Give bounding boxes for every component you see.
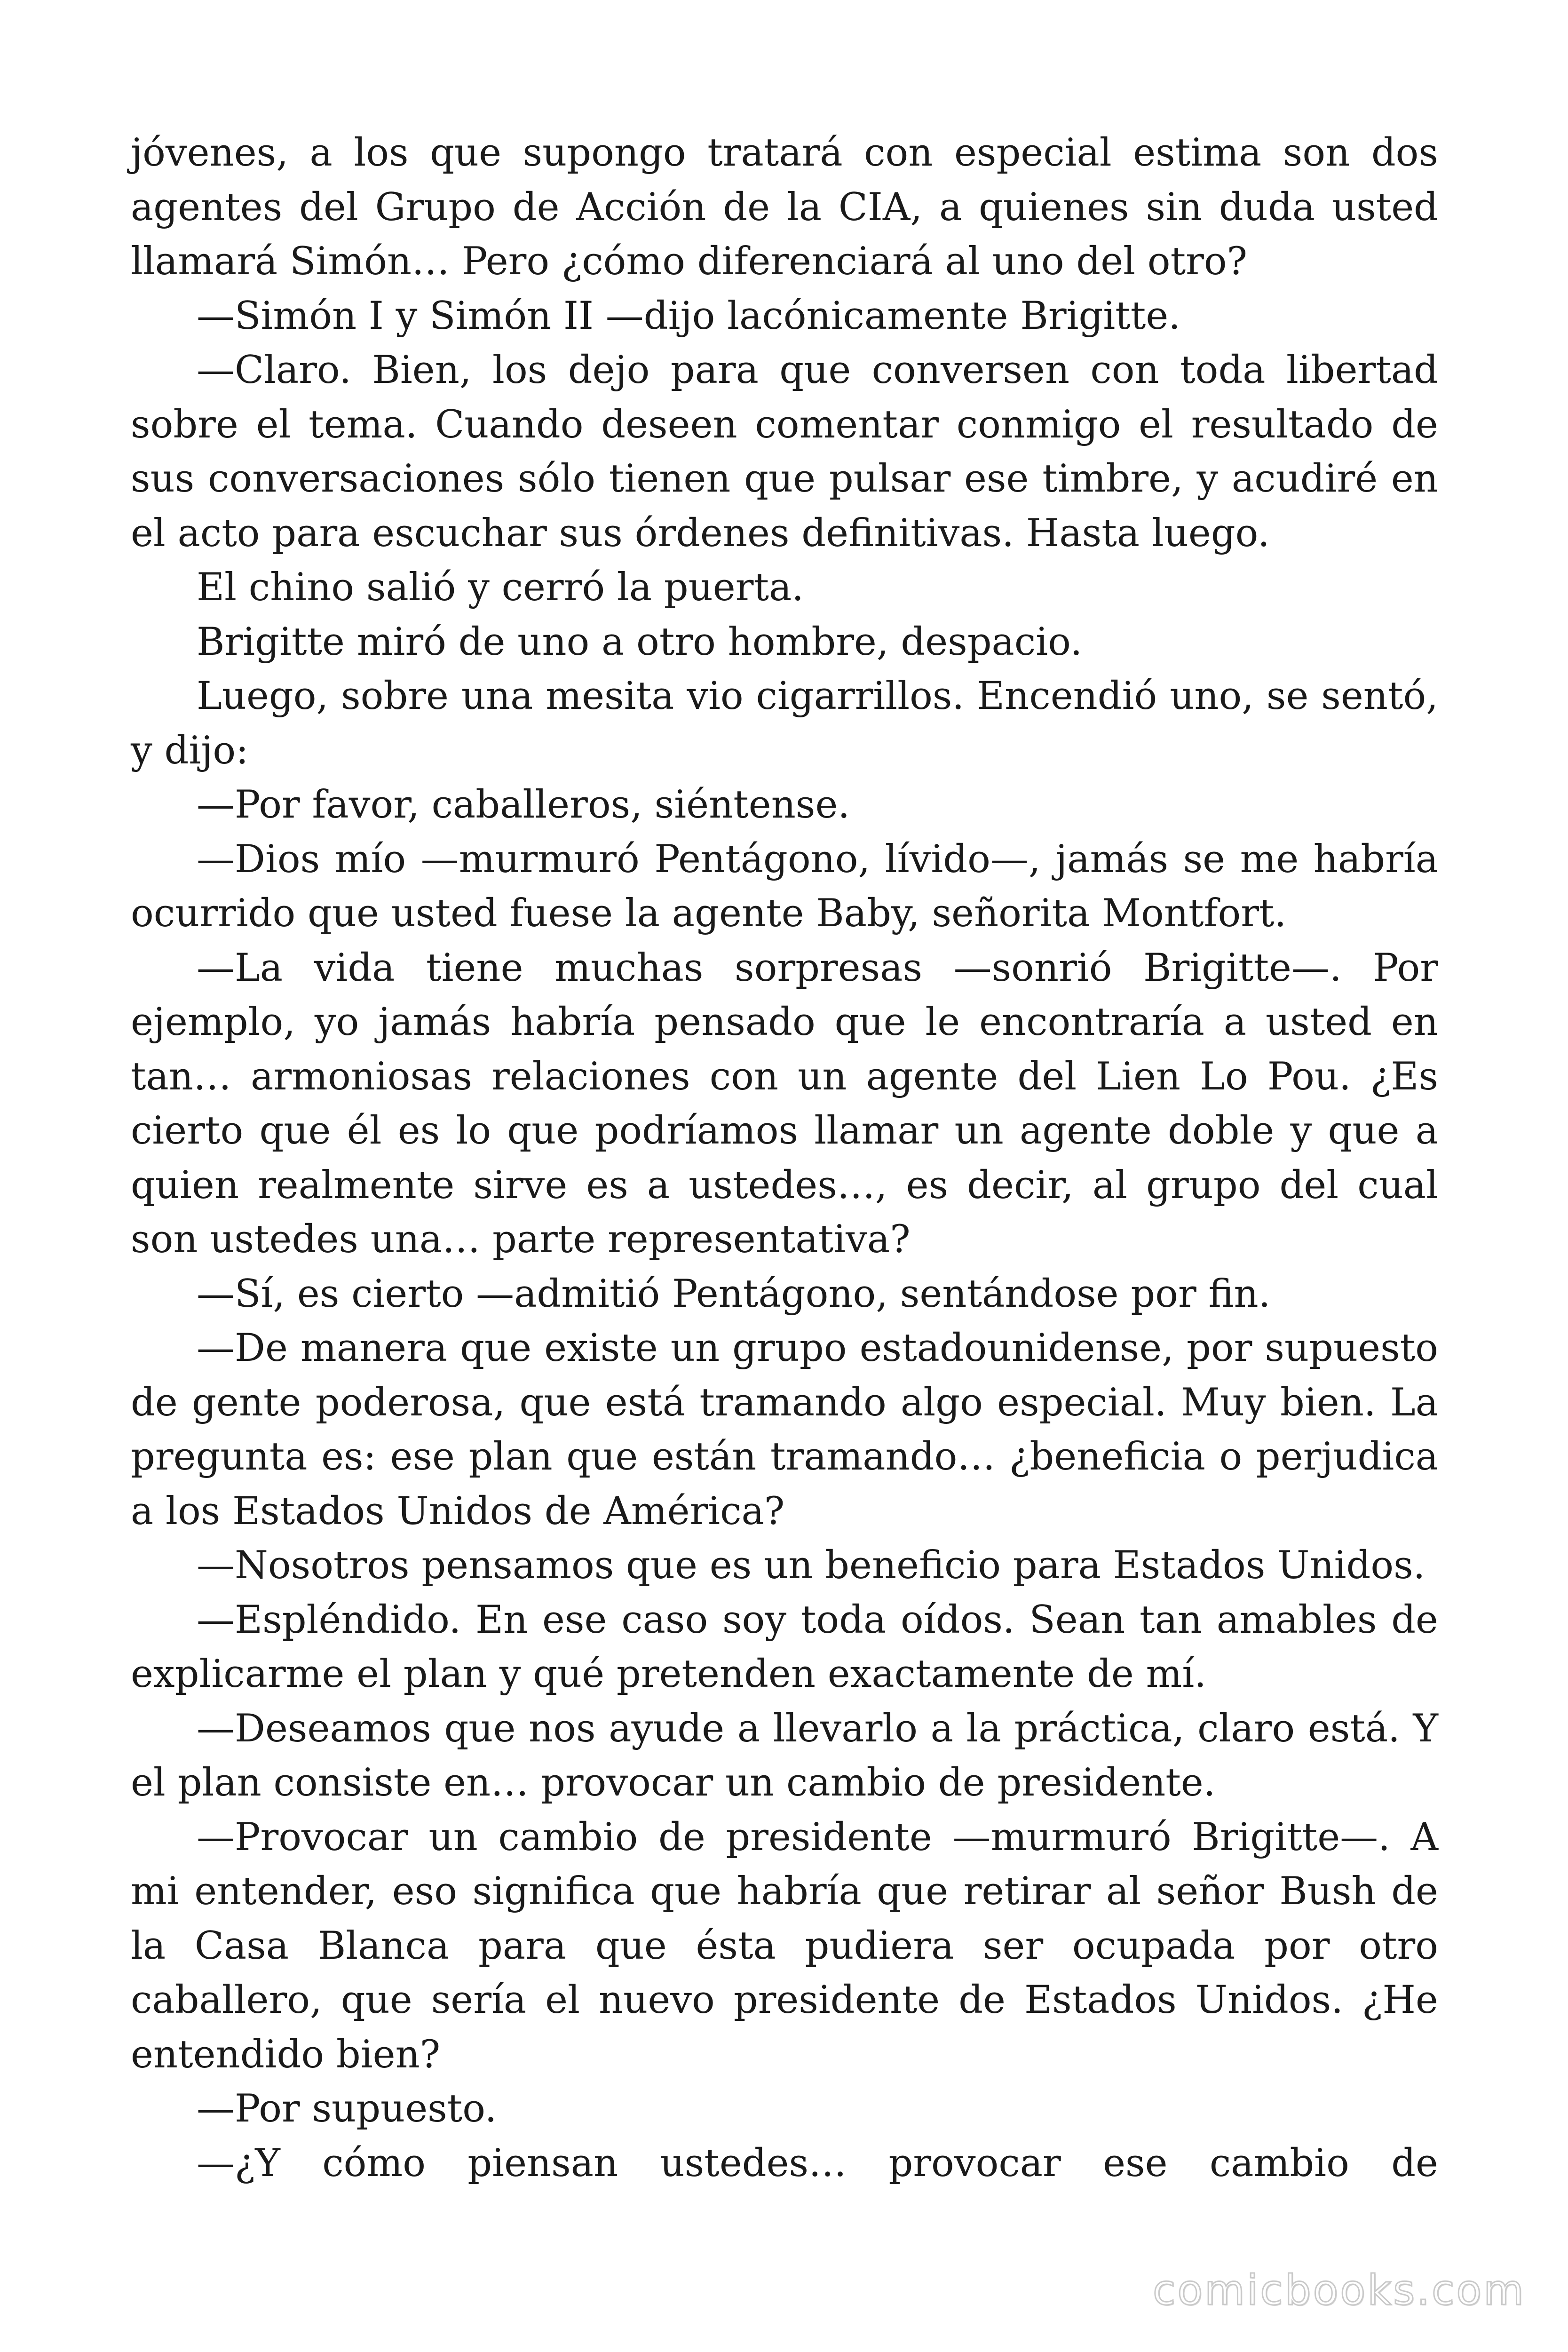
paragraph-continued: —¿Y cómo piensan ustedes… provocar ese cambio de [197, 2141, 1438, 2185]
paragraph: —La vida tiene muchas sorpresas —sonrió Brigitte—. Por ejemplo, yo jamás habría pensado que le encontraría a usted en tan… armoniosas relaciones con un agente del Lien Lo Pou. ¿Es cierto que él es lo que podríamos llamar un agente doble y que a quien realmente sirve es a ustedes…, es decir, al grupo del cual son ustedes una… parte representativa? [131, 946, 1438, 1262]
paragraph: —Nosotros pensamos que es un beneficio para Estados Unidos. [197, 1543, 1425, 1588]
paragraph: —Provocar un cambio de presidente —murmuró Brigitte—. A mi entender, eso significa que habría que retirar al señor Bush de la Casa Blanca para que ésta pudiera ser ocupada por otro caballero, que sería el nuevo presidente de Estados Unidos. ¿He entendido bien? [131, 1815, 1438, 2077]
paragraph: —De manera que existe un grupo estadounidense, por supuesto de gente poderosa, que está tramando algo especial. Muy bien. La pregunta es: ese plan que están tramando… ¿beneficia o perjudica a los Estados Unidos de América? [131, 1326, 1438, 1534]
paragraph: —Deseamos que nos ayude a llevarlo a la práctica, claro está. Y el plan consiste en… provocar un cambio de presidente. [131, 1706, 1438, 1805]
paragraph: —Espléndido. En ese caso soy toda oídos. Sean tan amables de explicarme el plan y qué pretenden exactamente de mí. [131, 1597, 1438, 1696]
book-page-text [131, 126, 1438, 2191]
paragraph: Brigitte miró de uno a otro hombre, despacio. [197, 620, 1083, 664]
paragraph: —Dios mío —murmuró Pentágono, lívido—, jamás se me habría ocurrido que usted fuese la agente Baby, señorita Montfort. [131, 837, 1438, 936]
paragraph: —Por favor, caballeros, siéntense. [197, 783, 850, 827]
paragraph: jóvenes, a los que supongo tratará con especial estima son dos agentes del Grupo de Acción de la CIA, a quienes sin duda usted llamará Simón… Pero ¿cómo diferenciará al uno del otro? [131, 131, 1438, 284]
paragraph: —Por supuesto. [197, 2087, 497, 2131]
paragraph: El chino salió y cerró la puerta. [197, 565, 804, 610]
paragraph: Luego, sobre una mesita vio cigarrillos. Encendió uno, se sentó, y dijo: [131, 674, 1438, 773]
paragraph: —Sí, es cierto —admitió Pentágono, sentándose por fin. [197, 1271, 1271, 1316]
watermark-logo: comicbooks.com [1152, 2266, 1526, 2314]
paragraph: —Simón I y Simón II —dijo lacónicamente Brigitte. [197, 294, 1181, 338]
paragraph: —Claro. Bien, los dejo para que conversen con toda libertad sobre el tema. Cuando deseen comentar conmigo el resultado de sus conversaciones sólo tienen que pulsar ese timbre, y acudiré en el acto para escuchar sus órdenes definitivas. Hasta luego. [131, 348, 1438, 556]
